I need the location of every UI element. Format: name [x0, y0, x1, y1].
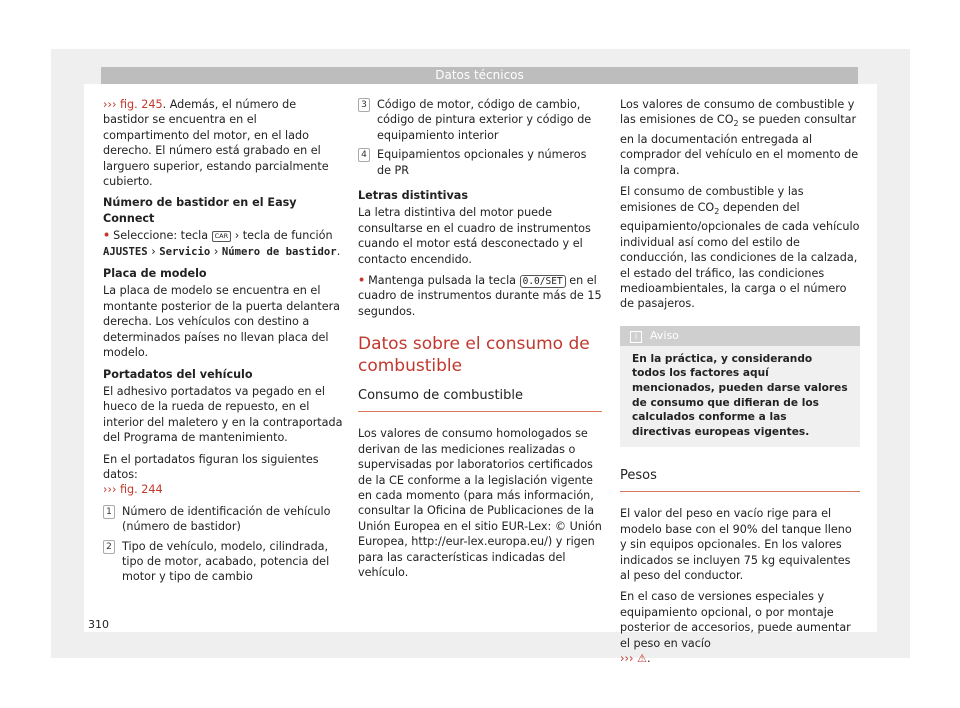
engine-letters-heading: Letras distintivas — [358, 189, 469, 203]
item-number-badge: 4 — [358, 148, 370, 162]
list-item: 1 Número de identificación de vehículo (número de bastidor) — [103, 504, 343, 535]
set-key-icon: 0.0/SET — [520, 275, 566, 288]
bullet-icon: • — [358, 274, 366, 288]
list-item: 3 Código de motor, código de cambio, código de pintura exterior y código de equipamiento interior — [358, 97, 602, 143]
subsection-title: Consumo de combustible — [358, 387, 602, 412]
page-number: 310 — [88, 618, 109, 631]
bullet-icon: • — [103, 229, 111, 243]
figure-reference-link[interactable]: ››› fig. 244 — [103, 483, 163, 497]
engine-letters-paragraph: La letra distintiva del motor puede consultarse en el cuadro de instrumentos cuando el motor está desconectado y el contacto encendido. — [358, 206, 591, 266]
item-number-badge: 2 — [103, 540, 115, 554]
weights-paragraph-2: En el caso de versiones especiales y equipamiento opcional, o por montaje posterior de accesorios, puede aumentar el peso en vacío ››› ⚠. — [620, 590, 851, 665]
item-number-badge: 3 — [358, 98, 370, 112]
list-item: 4 Equipamientos opcionales y números de PR — [358, 147, 602, 178]
notice-body: En la práctica, y considerando todos los factores aquí mencionados, pueden darse valores de consumo que difieran de los calculados conforme a las directivas europeas vigentes. — [632, 352, 848, 438]
list-item: 2 Tipo de vehículo, modelo, cilindrada, tipo de motor, acabado, potencia del motor y tipo de cambio — [103, 539, 343, 585]
data-carrier-paragraph: El adhesivo portadatos va pegado en el hueco de la rueda de repuesto, en el interior del maletero y en la contraportada del Programa de mantenimiento. — [103, 384, 343, 445]
engine-letters-instruction: • Mantenga pulsada la tecla 0.0/SET en el cuadro de instrumentos durante más de 15 segundos. — [358, 274, 602, 318]
info-icon: i — [630, 331, 642, 343]
easy-connect-instruction: • Seleccione: tecla CAR › tecla de función AJUSTES › Servicio › Número de bastidor. — [103, 229, 341, 258]
notice-header: i Aviso — [620, 326, 860, 346]
warning-reference-link[interactable]: ››› — [620, 651, 634, 665]
emissions-factors-paragraph: El consumo de combustible y las emisiones de $CO_2$ dependen del equipamiento/opcionales de cada vehículo individual así como del estilo de conducción, las condiciones de la calzada, el estado del tráfico, las condiciones medioambientales, la carga o el número de pasajeros. — [620, 185, 860, 311]
chapter-header: Datos técnicos — [101, 67, 858, 84]
data-carrier-list-intro: En el portadatos figuran los siguientes datos: ››› fig. 244 — [103, 452, 319, 497]
data-carrier-heading: Portadatos del vehículo — [103, 367, 253, 381]
type-plate-heading: Placa de modelo — [103, 267, 207, 281]
type-plate-paragraph: La placa de modelo se encuentra en el montante posterior de la puerta delantera derecha. Los vehículos con destino a determinados países no llevan placa del modelo. — [103, 284, 341, 360]
warning-triangle-icon: ⚠ — [636, 651, 648, 665]
emissions-paragraph: Los valores de consumo de combustible y las emisiones de $CO_2$ se pueden consultar en la documentación entregada al comprador del vehículo en el momento de la compra. — [620, 98, 859, 177]
weights-paragraph: El valor del peso en vacío rige para el modelo base con el 90% del tanque lleno y sin equipos opcionales. En los valores indicados se incluyen 75 kg equivalentes al peso del conductor. — [620, 507, 852, 582]
item-number-badge: 1 — [103, 505, 115, 519]
column-right — [620, 97, 860, 672]
figure-reference-link[interactable]: ››› fig. 245 — [103, 98, 163, 111]
intro-paragraph: ››› fig. 245. Además, el número de bastidor se encuentra en el compartimento del motor, en el lado derecho. El número está grabado en el larguero superior, estando parcialmente cubierto. — [103, 98, 329, 189]
column-left — [103, 97, 343, 589]
notice-box — [620, 326, 860, 448]
easy-connect-heading: Número de bastidor en el Easy Connect — [103, 196, 297, 225]
column-middle — [358, 97, 602, 586]
weights-title: Pesos — [620, 467, 860, 492]
car-key-icon: CAR — [212, 231, 232, 242]
section-title: Datos sobre el consumo de combustible — [358, 334, 590, 377]
consumption-paragraph: Los valores de consumo homologados se derivan de las mediciones realizadas o supervisadas por laboratorios certificados de la CE conforme a la legislación vigente en cada momento (para más información, consultar la Oficina de Publicaciones de la Unión Europea en el sitio EUR-Lex: © Unión Europea, http://eur-lex.europa.eu/) y rigen para las características indicadas del vehículo. — [358, 427, 602, 579]
